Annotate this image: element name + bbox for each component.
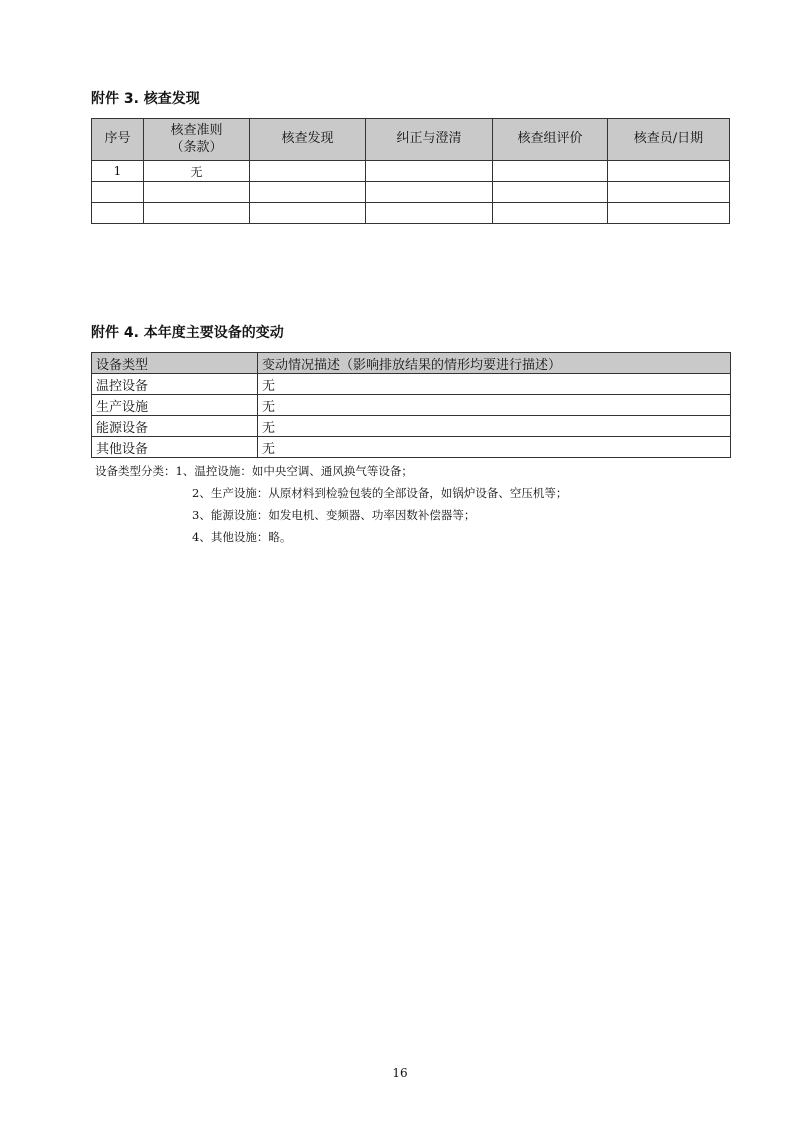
header-cell: 核查员/日期 xyxy=(608,119,730,161)
table-row xyxy=(92,182,730,203)
table-row xyxy=(92,437,731,458)
equipment-type-cell: 温控设备 xyxy=(92,374,258,395)
equipment-classification-note: 4、其他设施：略。 xyxy=(192,530,292,544)
table-row xyxy=(92,395,731,416)
equipment-type-cell: 能源设备 xyxy=(92,416,258,437)
header-cell: 变动情况描述（影响排放结果的情形均要进行描述） xyxy=(258,353,731,374)
change-description-cell: 无 xyxy=(258,395,731,416)
table-cell xyxy=(92,182,144,203)
header-text: 核查准则 xyxy=(170,123,223,139)
table-cell xyxy=(144,203,250,224)
verification-findings-table xyxy=(91,118,730,224)
table-cell xyxy=(144,182,250,203)
table-cell xyxy=(608,203,730,224)
table-cell xyxy=(92,203,144,224)
equipment-classification-note: 3、能源设施：如发电机、变频器、功率因数补偿器等； xyxy=(192,508,476,522)
table-row xyxy=(92,416,731,437)
table-cell xyxy=(493,161,608,182)
table-cell xyxy=(366,161,493,182)
table-cell xyxy=(366,203,493,224)
header-text: （条款） xyxy=(170,139,223,155)
equipment-type-cell: 生产设施 xyxy=(92,395,258,416)
change-description-cell: 无 xyxy=(258,416,731,437)
change-description-cell: 无 xyxy=(258,437,731,458)
page-number: 16 xyxy=(392,1066,408,1080)
appendix3-title: 附件 3. 核查发现 xyxy=(91,91,200,107)
table-cell xyxy=(250,161,366,182)
equipment-classification-note: 2、生产设施：从原材料到检验包装的全部设备，如锅炉设备、空压机等； xyxy=(192,486,568,500)
table-header-row xyxy=(92,353,731,374)
header-cell: 纠正与澄清 xyxy=(366,119,493,161)
table-cell xyxy=(608,182,730,203)
equipment-classification-note: 设备类型分类：1、温控设施：如中央空调、通风换气等设备； xyxy=(95,464,413,478)
header-cell xyxy=(144,119,250,161)
table-cell xyxy=(493,203,608,224)
change-description-cell: 无 xyxy=(258,374,731,395)
equipment-changes-table xyxy=(91,352,731,458)
table-cell xyxy=(608,161,730,182)
table-cell xyxy=(250,203,366,224)
table-row xyxy=(92,374,731,395)
table-cell xyxy=(493,182,608,203)
header-cell: 设备类型 xyxy=(92,353,258,374)
header-cell: 核查发现 xyxy=(250,119,366,161)
appendix4-title: 附件 4. 本年度主要设备的变动 xyxy=(91,325,284,341)
table-row xyxy=(92,161,730,182)
table-row xyxy=(92,203,730,224)
header-cell: 核查组评价 xyxy=(493,119,608,161)
table-cell xyxy=(366,182,493,203)
header-cell: 序号 xyxy=(92,119,144,161)
table-cell: 无 xyxy=(144,161,250,182)
table-cell: 1 xyxy=(92,161,144,182)
table-cell xyxy=(250,182,366,203)
table-header-row xyxy=(92,119,730,161)
equipment-type-cell: 其他设备 xyxy=(92,437,258,458)
